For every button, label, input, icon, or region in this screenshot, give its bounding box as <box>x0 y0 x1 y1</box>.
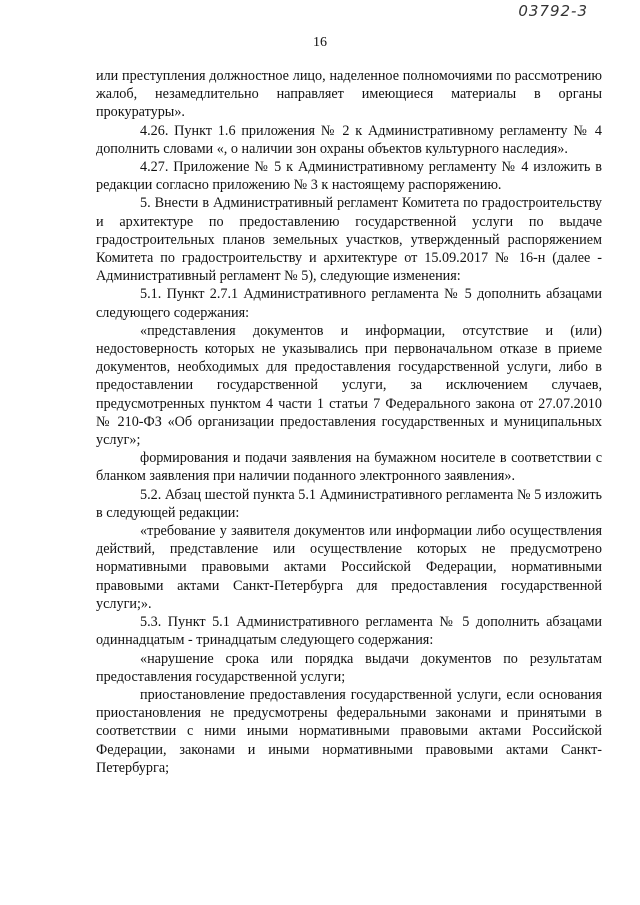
paragraph-5-2-text: «требование у заявителя документов или информации либо осуществления действий, представление или осуществление которых не предусмотрено нормативными правовыми актами Российской Федерации, нормативными правовыми актами Санкт-Петербурга для предоставления государственной услуги;». <box>96 523 602 612</box>
paragraph-5-1: 5.1. Пункт 2.7.1 Административного регламента № 5 дополнить абзацами следующего содержания: <box>96 286 602 321</box>
paragraph-4-27: 4.27. Приложение № 5 к Административному регламенту № 4 изложить в редакции согласно приложению № 3 к настоящему распоряжению. <box>96 159 602 194</box>
page-number: 16 <box>313 35 327 50</box>
paragraph-5-3: 5.3. Пункт 5.1 Административного регламента № 5 дополнить абзацами одиннадцатым - тринадцатым следующего содержания: <box>96 614 602 649</box>
paragraph-5-2: 5.2. Абзац шестой пункта 5.1 Административного регламента № 5 изложить в следующей редакции: <box>96 486 602 521</box>
paragraph-continuation: или преступления должностное лицо, наделенное полномочиями по рассмотрению жалоб, незамедлительно направляет имеющиеся материалы в органы прокуратуры». <box>96 68 602 121</box>
paragraph-4-26: 4.26. Пункт 1.6 приложения № 2 к Административному регламенту № 4 дополнить словами «, о наличии зон охраны объектов культурного наследия». <box>96 122 602 157</box>
paragraph-5-3-addition-b: приостановление предоставления государственной услуги, если основания приостановления не предусмотрены федеральными законами и принятыми в соответствии с ними иными нормативными правовыми актами Российской Федерации, законами и иными нормативными правовыми актами Санкт-Петербурга; <box>96 686 602 776</box>
paragraph-5: 5. Внести в Административный регламент Комитета по градостроительству и архитектуре по предоставлению государственной услуги по выдаче градостроительных планов земельных участков, утвержденный распоряжением Комитета по градостроительству и архитектуре от 15.09.2017 № 16-н (далее - Административный регламент № 5), следующие изменения: <box>96 195 602 285</box>
paragraph-5-3-addition-a: «нарушение срока или порядка выдачи документов по результатам предоставления государственной услуги; <box>96 650 602 685</box>
paragraph-5-1-addition-b: формирования и подачи заявления на бумажном носителе в соответствии с бланком заявления при наличии поданного электронного заявления». <box>96 450 602 485</box>
paragraph-5-1-addition-a: «представления документов и информации, отсутствие и (или) недостоверность которых не указывались при первоначальном отказе в приеме документов, необходимых для предоставления государственной услуги, либо в предоставлении государственной услуги, за исключением случаев, предусмотренных пунктом 4 части 1 статьи 7 Федерального закона от 27.07.2010 № 210-ФЗ «Об организации предоставления государственных и муниципальных услуг»; <box>96 322 602 449</box>
document-body <box>96 67 602 777</box>
registration-stamp: 03792-3 <box>518 2 588 20</box>
